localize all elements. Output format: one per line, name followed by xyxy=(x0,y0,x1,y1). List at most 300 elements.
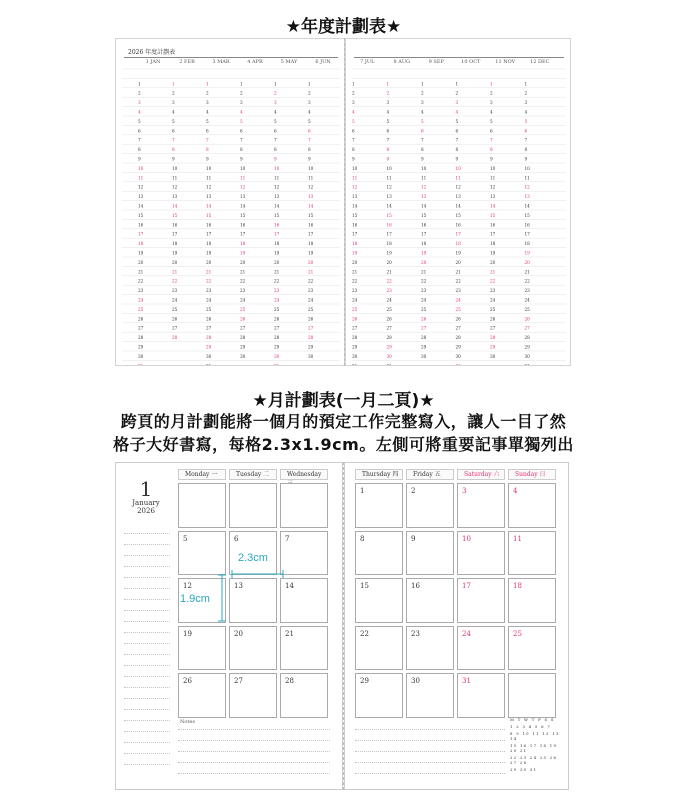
yearly-day-number: 20 xyxy=(524,259,530,265)
day-number: 6 xyxy=(234,534,239,543)
day-number: 8 xyxy=(360,534,365,543)
yearly-day-number: 6 xyxy=(138,128,141,134)
yearly-day-number: 9 xyxy=(421,156,424,162)
weekday-header: Saturday 六 xyxy=(457,469,505,480)
yearly-section-title: ★年度計劃表★ xyxy=(285,17,402,37)
weekday-header: Tuesday 二 xyxy=(229,469,277,480)
yearly-day-number: 18 xyxy=(240,241,246,247)
yearly-day-number: 30 xyxy=(386,353,392,359)
yearly-day-number: 13 xyxy=(455,194,461,200)
yearly-day-number: 5 xyxy=(138,118,141,124)
yearly-day-number: 20 xyxy=(308,259,314,265)
yearly-day-number: 7 xyxy=(386,137,390,143)
yearly-day-number: 15 xyxy=(172,212,178,218)
yearly-day-number: 2 xyxy=(206,90,209,96)
yearly-day-number: 4 xyxy=(455,109,459,115)
yearly-day-number: 25 xyxy=(421,306,427,312)
yearly-day-number: 22 xyxy=(421,278,427,284)
yearly-day-number: 30 xyxy=(274,353,280,359)
yearly-day-number: 16 xyxy=(524,222,530,228)
day-number: 27 xyxy=(234,677,243,685)
yearly-day-number: 26 xyxy=(352,316,358,322)
yearly-day-number: 6 xyxy=(274,128,277,134)
yearly-day-number: 14 xyxy=(274,203,280,209)
yearly-day-number: 8 xyxy=(352,147,355,153)
caption-line-2: 格子大好書寫，每格2.3x1.9cm。左側可將重要記事單獨列出 xyxy=(113,435,574,454)
yearly-day-number: 13 xyxy=(172,194,178,200)
yearly-day-number: 11 xyxy=(421,175,427,181)
yearly-day-number: 15 xyxy=(455,212,461,218)
mini-calendar-row: 1 2 3 4 5 6 7 xyxy=(510,724,552,729)
yearly-day-number: 6 xyxy=(386,128,390,134)
yearly-day-number: 28 xyxy=(138,335,144,341)
day-number: 20 xyxy=(234,629,243,638)
yearly-day-number: 6 xyxy=(172,128,175,134)
yearly-day-number: 29 xyxy=(138,344,144,350)
yearly-day-number: 24 xyxy=(138,297,144,303)
yearly-day-number: 22 xyxy=(490,278,496,284)
yearly-day-number: 16 xyxy=(490,222,496,228)
yearly-day-number: 9 xyxy=(172,156,175,162)
yearly-day-number: 30 xyxy=(308,353,314,359)
yearly-day-number: 12 xyxy=(421,184,427,190)
yearly-day-number: 25 xyxy=(524,306,530,312)
yearly-day-number: 9 xyxy=(352,156,355,162)
yearly-day-number: 4 xyxy=(421,109,424,115)
yearly-day-number: 27 xyxy=(455,325,461,331)
yearly-day-number: 4 xyxy=(386,109,390,115)
yearly-day-number: 22 xyxy=(274,278,280,284)
month-header: 6 JUN xyxy=(315,59,331,65)
weekday-header: Monday 一 xyxy=(178,469,226,480)
yearly-day-number: 28 xyxy=(490,335,496,341)
yearly-day-number: 17 xyxy=(138,231,144,237)
yearly-day-number: 29 xyxy=(274,344,280,350)
yearly-day-number: 15 xyxy=(386,212,392,218)
yearly-day-number: 26 xyxy=(455,316,461,322)
yearly-day-number: 3 xyxy=(352,100,355,106)
yearly-day-number: 31 xyxy=(386,363,392,367)
yearly-day-number: 17 xyxy=(455,231,461,237)
yearly-day-number: 4 xyxy=(352,109,355,115)
yearly-day-number: 9 xyxy=(490,156,493,162)
yearly-day-number: 23 xyxy=(138,288,144,294)
yearly-day-number: 26 xyxy=(386,316,392,322)
yearly-day-number: 22 xyxy=(352,278,358,284)
yearly-day-number: 28 xyxy=(308,335,314,341)
yearly-day-number: 4 xyxy=(138,109,141,115)
yearly-day-number: 21 xyxy=(524,269,530,275)
weekday-header: Wednesday xyxy=(280,469,328,480)
yearly-day-number: 13 xyxy=(524,194,530,200)
yearly-day-number: 29 xyxy=(421,344,427,350)
yearly-day-number: 1 xyxy=(206,81,209,87)
yearly-day-number: 20 xyxy=(352,259,358,265)
weekday-header: Friday 五 xyxy=(406,469,454,480)
month-header: 1 JAN xyxy=(145,59,161,65)
yearly-day-number: 18 xyxy=(524,241,530,247)
yearly-day-number: 17 xyxy=(386,231,392,237)
yearly-day-number: 15 xyxy=(206,212,212,218)
yearly-day-number: 4 xyxy=(274,109,277,115)
yearly-day-number: 12 xyxy=(490,184,496,190)
month-header: 5 MAY xyxy=(280,59,298,65)
yearly-day-number: 20 xyxy=(172,259,178,265)
yearly-day-number: 8 xyxy=(274,147,277,153)
yearly-day-number: 21 xyxy=(386,269,392,275)
yearly-day-number: 11 xyxy=(455,175,461,181)
day-number: 16 xyxy=(411,582,420,590)
yearly-day-number: 18 xyxy=(172,241,178,247)
cell-width-label: 2.3cm xyxy=(238,552,268,564)
yearly-day-number: 19 xyxy=(274,250,280,256)
yearly-day-number: 28 xyxy=(524,335,530,341)
yearly-day-number: 21 xyxy=(206,269,212,275)
yearly-day-number: 12 xyxy=(455,184,461,190)
yearly-day-number: 24 xyxy=(352,297,358,303)
yearly-day-number: 18 xyxy=(490,241,496,247)
yearly-day-number: 18 xyxy=(274,241,280,247)
yearly-day-number: 6 xyxy=(352,128,355,134)
yearly-day-number: 8 xyxy=(206,147,209,153)
yearly-day-number: 19 xyxy=(138,250,144,256)
yearly-day-number: 16 xyxy=(421,222,427,228)
yearly-day-number: 2 xyxy=(524,90,528,96)
yearly-day-number: 30 xyxy=(240,353,246,359)
yearly-day-number: 13 xyxy=(138,194,144,200)
yearly-day-number: 13 xyxy=(240,194,246,200)
mini-calendar-row: 15 16 17 18 19 20 21 xyxy=(510,743,558,753)
yearly-day-number: 24 xyxy=(490,297,496,303)
yearly-day-number: 20 xyxy=(490,259,496,265)
yearly-day-number: 5 xyxy=(524,118,528,124)
yearly-day-number: 27 xyxy=(308,325,314,331)
yearly-day-number: 22 xyxy=(206,278,212,284)
yearly-day-number: 3 xyxy=(455,100,459,106)
yearly-day-number: 2 xyxy=(274,90,277,96)
yearly-day-number: 19 xyxy=(172,250,178,256)
yearly-day-number: 1 xyxy=(240,81,243,87)
yearly-day-number: 9 xyxy=(386,156,390,162)
mini-calendar-row: 22 23 24 25 26 27 28 xyxy=(510,755,558,765)
yearly-day-number: 12 xyxy=(386,184,392,190)
yearly-day-number: 18 xyxy=(308,241,314,247)
day-number: 7 xyxy=(285,534,290,543)
yearly-day-number: 29 xyxy=(455,344,461,350)
yearly-day-number: 10 xyxy=(455,165,461,171)
yearly-day-number: 10 xyxy=(274,165,280,171)
yearly-day-number: 1 xyxy=(490,81,493,87)
yearly-day-number: 9 xyxy=(455,156,459,162)
yearly-day-number: 27 xyxy=(386,325,392,331)
yearly-day-number: 30 xyxy=(138,353,144,359)
yearly-day-number: 1 xyxy=(138,81,141,87)
yearly-day-number: 8 xyxy=(386,147,390,153)
yearly-day-number: 13 xyxy=(274,194,280,200)
mini-calendar-row: 29 30 31 xyxy=(510,767,538,772)
yearly-day-number: 23 xyxy=(206,288,212,294)
yearly-day-number: 27 xyxy=(206,325,212,331)
yearly-day-number: 11 xyxy=(490,175,496,181)
yearly-day-number: 31 xyxy=(352,363,358,367)
yearly-day-number: 19 xyxy=(240,250,246,256)
yearly-day-number: 8 xyxy=(455,147,459,153)
yearly-day-number: 13 xyxy=(386,194,392,200)
yearly-day-number: 3 xyxy=(308,100,311,106)
yearly-day-number: 17 xyxy=(240,231,246,237)
yearly-day-number: 1 xyxy=(172,81,175,87)
yearly-day-number: 21 xyxy=(490,269,496,275)
yearly-day-number: 5 xyxy=(421,118,424,124)
yearly-day-number: 10 xyxy=(524,165,530,171)
yearly-day-number: 25 xyxy=(206,306,212,312)
yearly-day-number: 14 xyxy=(421,203,427,209)
yearly-day-number: 15 xyxy=(308,212,314,218)
yearly-day-number: 4 xyxy=(308,109,311,115)
yearly-day-number: 14 xyxy=(455,203,461,209)
yearly-day-number: 5 xyxy=(352,118,355,124)
yearly-day-number: 6 xyxy=(206,128,209,134)
yearly-day-number: 24 xyxy=(308,297,314,303)
yearly-day-number: 5 xyxy=(206,118,209,124)
month-header: 12 DEC xyxy=(530,59,550,65)
yearly-day-number: 21 xyxy=(172,269,178,275)
yearly-day-number: 19 xyxy=(421,250,427,256)
yearly-day-number: 19 xyxy=(352,250,358,256)
day-number: 18 xyxy=(513,582,522,590)
yearly-day-number: 28 xyxy=(240,335,246,341)
yearly-day-number: 13 xyxy=(421,194,427,200)
day-number: 13 xyxy=(234,582,243,590)
yearly-day-number: 22 xyxy=(172,278,178,284)
yearly-day-number: 3 xyxy=(386,100,390,106)
day-number: 30 xyxy=(411,677,420,685)
yearly-day-number: 2 xyxy=(352,90,355,96)
yearly-day-number: 3 xyxy=(274,100,277,106)
yearly-day-number: 12 xyxy=(308,184,314,190)
yearly-day-number: 14 xyxy=(240,203,246,209)
yearly-day-number: 15 xyxy=(352,212,358,218)
cell-height-label: 1.9cm xyxy=(180,593,210,605)
yearly-day-number: 27 xyxy=(490,325,496,331)
yearly-day-number: 11 xyxy=(386,175,392,181)
yearly-day-number: 7 xyxy=(240,137,243,143)
yearly-day-number: 16 xyxy=(308,222,314,228)
yearly-day-number: 25 xyxy=(455,306,461,312)
yearly-day-number: 9 xyxy=(274,156,277,162)
yearly-day-number: 19 xyxy=(386,250,392,256)
yearly-day-number: 2 xyxy=(138,90,141,96)
yearly-day-number: 1 xyxy=(352,81,355,87)
day-number: 12 xyxy=(183,582,192,590)
yearly-day-number: 28 xyxy=(386,335,392,341)
yearly-day-number: 19 xyxy=(490,250,496,256)
yearly-day-number: 17 xyxy=(274,231,280,237)
yearly-day-number: 30 xyxy=(490,353,496,359)
yearly-day-number: 22 xyxy=(455,278,461,284)
yearly-day-number: 25 xyxy=(240,306,246,312)
yearly-day-number: 5 xyxy=(274,118,277,124)
month-header: 10 OCT xyxy=(461,59,481,65)
yearly-day-number: 28 xyxy=(421,335,427,341)
yearly-day-number: 7 xyxy=(455,137,459,143)
yearly-day-number: 24 xyxy=(240,297,246,303)
monthly-section-title: ★月計劃表(一月二頁)★ xyxy=(252,391,435,411)
month-number: 1 xyxy=(139,477,153,501)
yearly-day-number: 18 xyxy=(352,241,358,247)
day-number: 21 xyxy=(285,629,294,638)
day-number: 11 xyxy=(513,534,522,543)
yearly-day-number: 26 xyxy=(308,316,314,322)
yearly-day-number: 2 xyxy=(490,90,493,96)
yearly-day-number: 15 xyxy=(274,212,280,218)
yearly-day-number: 13 xyxy=(490,194,496,200)
yearly-day-number: 12 xyxy=(172,184,178,190)
yearly-day-number: 8 xyxy=(421,147,424,153)
day-number: 23 xyxy=(411,629,420,638)
yearly-day-number: 1 xyxy=(455,81,459,87)
yearly-day-number: 23 xyxy=(455,288,461,294)
yearly-day-number: 28 xyxy=(274,335,280,341)
yearly-day-number: 7 xyxy=(308,137,311,143)
yearly-day-number: 8 xyxy=(172,147,175,153)
yearly-day-number: 18 xyxy=(206,241,212,247)
yearly-day-number: 6 xyxy=(421,128,424,134)
yearly-day-number: 29 xyxy=(386,344,392,350)
yearly-day-number: 14 xyxy=(308,203,314,209)
yearly-day-number: 28 xyxy=(206,335,212,341)
yearly-day-number: 11 xyxy=(172,175,178,181)
yearly-day-number: 6 xyxy=(524,128,528,134)
yearly-day-number: 22 xyxy=(138,278,144,284)
yearly-day-number: 2 xyxy=(386,90,390,96)
month-name: January xyxy=(132,499,160,507)
yearly-day-number: 19 xyxy=(206,250,212,256)
yearly-day-number: 9 xyxy=(240,156,243,162)
yearly-day-number: 27 xyxy=(240,325,246,331)
yearly-day-number: 15 xyxy=(421,212,427,218)
yearly-day-number: 23 xyxy=(490,288,496,294)
yearly-day-number: 10 xyxy=(421,165,427,171)
month-year: 2026 xyxy=(137,507,155,515)
yearly-day-number: 1 xyxy=(274,81,277,87)
yearly-day-number: 3 xyxy=(240,100,243,106)
yearly-day-number: 25 xyxy=(308,306,314,312)
yearly-day-number: 23 xyxy=(386,288,392,294)
yearly-day-number: 12 xyxy=(352,184,358,190)
yearly-day-number: 14 xyxy=(206,203,212,209)
yearly-day-number: 19 xyxy=(308,250,314,256)
yearly-day-number: 26 xyxy=(206,316,212,322)
yearly-day-number: 10 xyxy=(386,165,392,171)
yearly-day-number: 29 xyxy=(206,344,212,350)
yearly-day-number: 15 xyxy=(240,212,246,218)
month-header: 3 MAR xyxy=(212,59,230,65)
day-number: 24 xyxy=(462,629,471,638)
yearly-day-number: 16 xyxy=(172,222,178,228)
yearly-day-number: 27 xyxy=(352,325,358,331)
yearly-day-number: 23 xyxy=(421,288,427,294)
yearly-day-number: 10 xyxy=(240,165,246,171)
yearly-day-number: 16 xyxy=(240,222,246,228)
weekday-header: Thursday 四 xyxy=(355,469,403,480)
yearly-day-number: 3 xyxy=(206,100,209,106)
mini-calendar-row: 8 9 10 11 12 13 14 xyxy=(510,731,560,741)
day-number: 17 xyxy=(462,582,471,590)
yearly-day-number: 11 xyxy=(352,175,358,181)
yearly-day-number: 29 xyxy=(240,344,246,350)
yearly-day-number: 19 xyxy=(524,250,530,256)
yearly-day-number: 26 xyxy=(490,316,496,322)
day-number: 28 xyxy=(285,677,294,685)
yearly-day-number: 29 xyxy=(524,344,530,350)
yearly-day-number: 25 xyxy=(386,306,392,312)
yearly-day-number: 13 xyxy=(308,194,314,200)
yearly-day-number: 18 xyxy=(138,241,144,247)
yearly-day-number: 20 xyxy=(138,259,144,265)
day-number: 19 xyxy=(183,629,192,638)
yearly-day-number: 15 xyxy=(524,212,530,218)
yearly-day-number: 30 xyxy=(421,353,427,359)
yearly-day-number: 6 xyxy=(240,128,243,134)
yearly-day-number: 22 xyxy=(308,278,314,284)
yearly-day-number: 14 xyxy=(138,203,144,209)
yearly-day-number: 5 xyxy=(490,118,493,124)
yearly-day-number: 31 xyxy=(206,363,212,367)
yearly-day-number: 27 xyxy=(274,325,280,331)
yearly-day-number: 24 xyxy=(524,297,530,303)
yearly-day-number: 9 xyxy=(138,156,141,162)
yearly-day-number: 27 xyxy=(138,325,144,331)
yearly-day-number: 24 xyxy=(386,297,392,303)
yearly-day-number: 17 xyxy=(172,231,178,237)
yearly-day-number: 28 xyxy=(352,335,358,341)
yearly-day-number: 12 xyxy=(138,184,144,190)
yearly-day-number: 10 xyxy=(490,165,496,171)
yearly-day-number: 4 xyxy=(524,109,528,115)
notes-label: Notes xyxy=(180,719,195,725)
yearly-day-number: 2 xyxy=(172,90,175,96)
yearly-day-number: 3 xyxy=(172,100,175,106)
yearly-day-number: 11 xyxy=(206,175,212,181)
month-header: 9 SEP xyxy=(428,59,444,65)
caption-line-1: 跨頁的月計劃能將一個月的預定工作完整寫入，讓人一目了然 xyxy=(120,412,567,431)
yearly-day-number: 2 xyxy=(240,90,243,96)
yearly-day-number: 13 xyxy=(206,194,212,200)
yearly-day-number: 31 xyxy=(455,363,461,367)
yearly-day-number: 28 xyxy=(455,335,461,341)
yearly-day-number: 4 xyxy=(172,109,175,115)
yearly-day-number: 6 xyxy=(490,128,493,134)
yearly-day-number: 16 xyxy=(274,222,280,228)
yearly-day-number: 9 xyxy=(308,156,311,162)
yearly-day-number: 1 xyxy=(386,81,390,87)
yearly-day-number: 11 xyxy=(524,175,530,181)
yearly-day-number: 5 xyxy=(308,118,311,124)
yearly-day-number: 29 xyxy=(352,344,358,350)
yearly-day-number: 3 xyxy=(490,100,493,106)
yearly-day-number: 2 xyxy=(455,90,459,96)
yearly-day-number: 18 xyxy=(386,241,392,247)
yearly-day-number: 5 xyxy=(386,118,390,124)
yearly-day-number: 10 xyxy=(138,165,144,171)
yearly-day-number: 8 xyxy=(490,147,493,153)
day-number: 29 xyxy=(360,677,369,685)
yearly-day-number: 3 xyxy=(524,100,528,106)
yearly-day-number: 16 xyxy=(455,222,461,228)
yearly-day-number: 23 xyxy=(240,288,246,294)
yearly-day-number: 10 xyxy=(308,165,314,171)
